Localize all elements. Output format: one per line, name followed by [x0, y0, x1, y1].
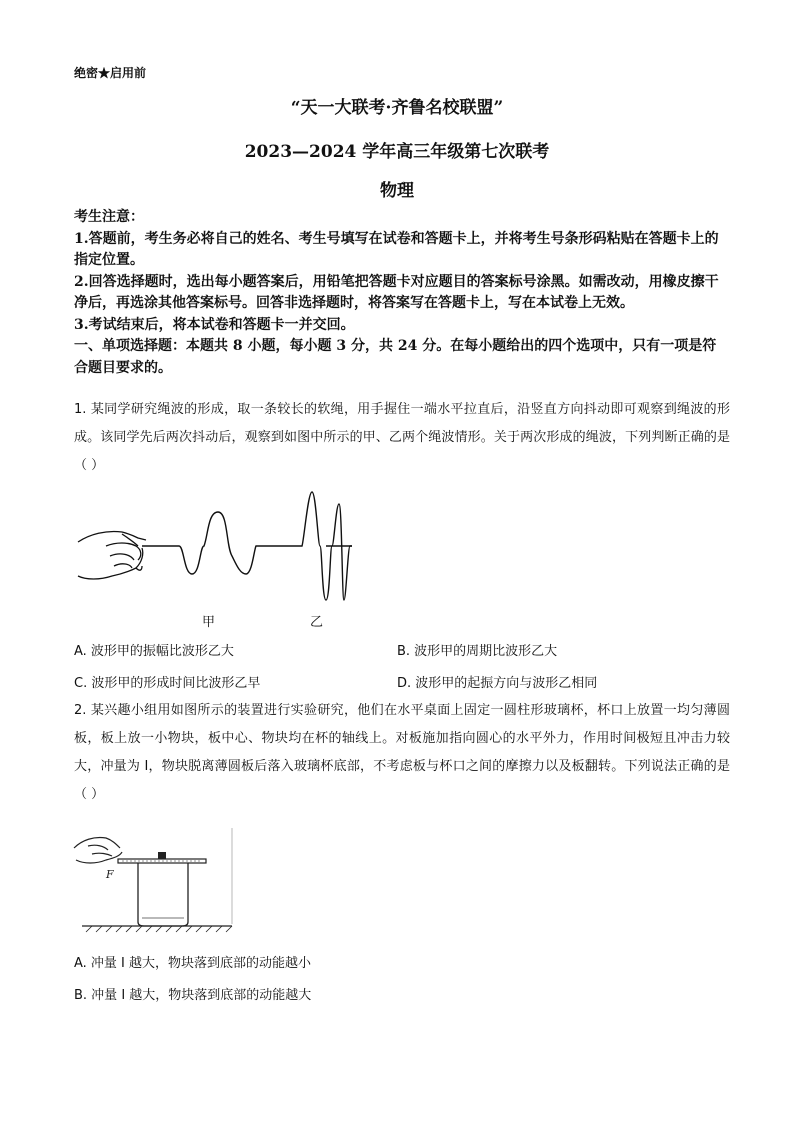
notice-heading: 考生注意： — [74, 209, 144, 225]
exam-alliance-title: “天一大联考·齐鲁名校联盟” — [290, 98, 504, 118]
exam-year-title: 2023—2024 学年高三年级第七次联考 — [244, 142, 550, 162]
notice-item-2: 2.回答选择题时，选出每小题答案后，用铅笔把答题卡对应题目的答案标号涂黑。如需改动，用橡皮擦干净后，再选涂其他答案标号。回答非选择题时，将答案写在答题卡上，写在本试卷上无效。 — [74, 273, 719, 311]
q2-option-b: B. 冲量 I 越大，物块落到底部的动能越大 — [74, 988, 312, 1003]
cup-plate-figure — [72, 826, 242, 938]
figure-label-yi: 乙 — [310, 615, 324, 630]
q2-option-a: A. 冲量 I 越大，物块落到底部的动能越小 — [74, 956, 312, 971]
q1-option-a: A. 波形甲的振幅比波形乙大 — [74, 644, 234, 659]
section-heading: 一、单项选择题：本题共 8 小题，每小题 3 分，共 24 分。在每小题给出的四个选项中，只有一项是符合题目要求的。 — [74, 338, 717, 376]
wave-jia — [142, 492, 352, 600]
figure-label-jia: 甲 — [202, 615, 216, 630]
q1-option-c: C. 波形甲的形成时间比波形乙早 — [74, 676, 261, 691]
force-label: F — [106, 868, 114, 881]
question-2-stem: 2. 某兴趣小组用如图所示的装置进行实验研究，他们在水平桌面上固定一圆柱形玻璃杯，杯口上放置一均匀薄圆板，板上放一小物块，板中心、物块均在杯的轴线上。对板施加指向圆心的水平外力，作用时间极短且冲击力较大，冲量为 I，物块脱离薄圆板后落入玻璃杯底部，不考虑板与杯口之间的摩擦力以及板翻转。下列说法正确的是（ ） — [74, 703, 730, 802]
notice-item-3: 3.考试结束后，将本试卷和答题卡一并交回。 — [74, 316, 355, 333]
q1-option-b: B. 波形甲的周期比波形乙大 — [397, 644, 558, 659]
subject-title: 物理 — [380, 181, 414, 201]
notice-item-1: 1.答题前，考生务必将自己的姓名、考生号填写在试卷和答题卡上，并将考生号条形码粘贴在答题卡上的指定位置。 — [74, 230, 719, 268]
small-block — [158, 852, 166, 859]
secret-mark: 绝密★启用前 — [74, 66, 147, 80]
hand-illustration — [78, 531, 146, 579]
question-1-stem: 1. 某同学研究绳波的形成，取一条较长的软绳，用手握住一端水平拉直后，沿竖直方向抖动即可观察到绳波的形成。该同学先后两次抖动后，观察到如图中所示的甲、乙两个绳波情形。关于两次形成的绳波，下列判断正确的是（ ） — [74, 402, 730, 473]
q1-option-d: D. 波形甲的起振方向与波形乙相同 — [397, 676, 598, 691]
rope-wave-figure — [76, 490, 366, 630]
notice-block — [74, 207, 724, 379]
